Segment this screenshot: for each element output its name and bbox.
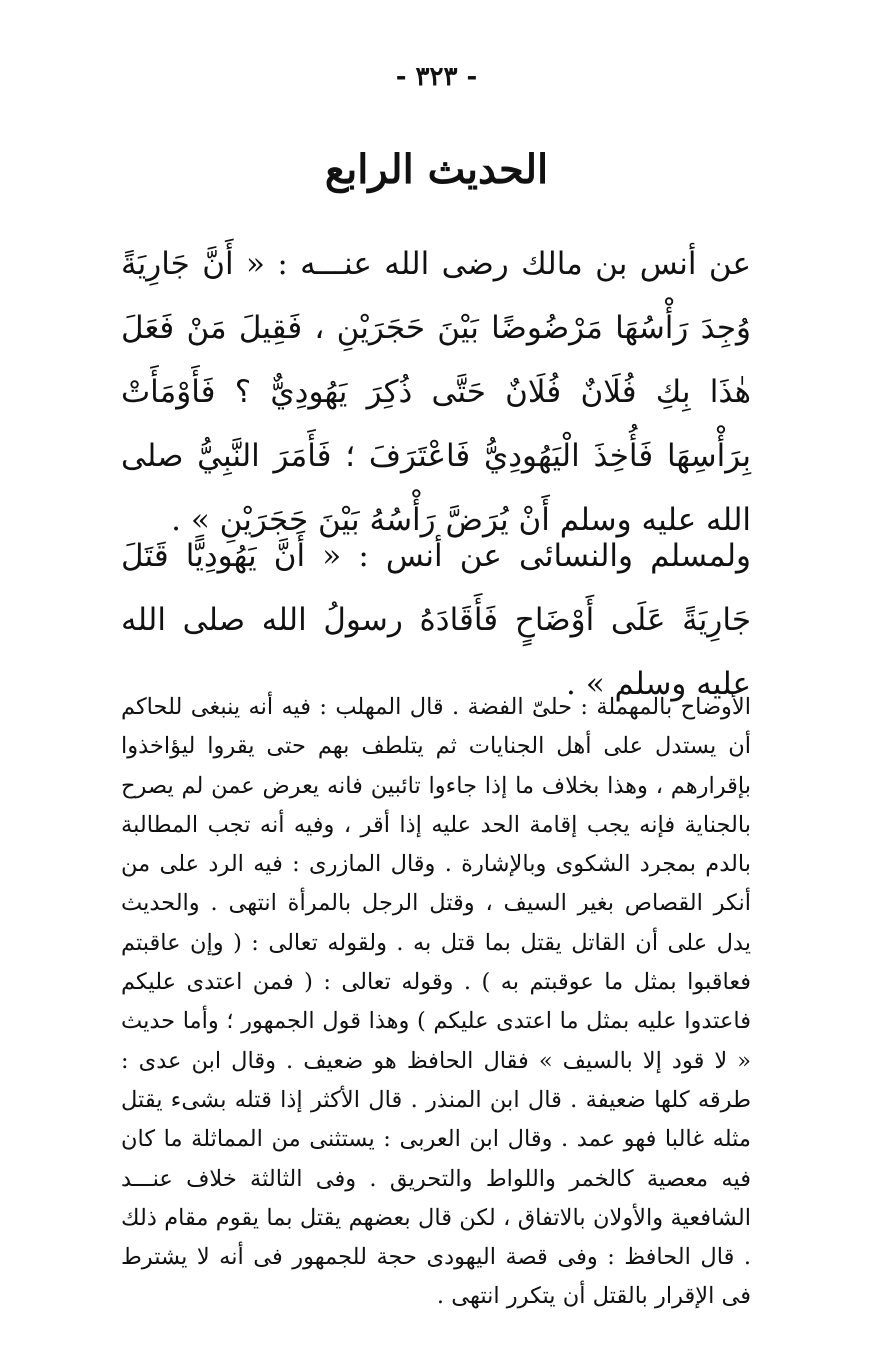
section-title: الحديث الرابع <box>324 146 549 193</box>
hadith-text-muslim: ولمسلم والنسائى عن أنس : « أَنَّ يَهُودِيًّا قَتَلَ جَارِيَةً عَلَى أَوْضَاحٍ فَأَقَادَهُ رسولُ الله صلى الله عليه وسلم » . <box>121 538 751 702</box>
page-number: - ٣٢٣ - <box>395 62 478 92</box>
commentary-paragraph: الأوضاح بالمهملة : حلىّ الفضة . قال المهلب : فيه أنه ينبغى للحاكم أن يستدل على أهل الجنايات ثم يتلطف بهم حتى يقروا ليؤاخذوا بإقرارهم ، وهذا بخلاف ما إذا جاءوا تائبين فانه يعرض عمن لم يصرح بالجناية فإنه يجب إقامة الحد عليه إذا أقر ، وفيه أنه تجب المطالبة بالدم بمجرد الشكوى وبالإشارة . وقال المازرى : فيه الرد على من أنكر القصاص بغير السيف ، وقتل الرجل بالمرأة انتهى . والحديث يدل على أن القاتل يقتل بما قتل به . ولقوله تعالى : ( وإن عاقبتم فعاقبوا بمثل ما عوقبتم به ) . وقوله تعالى : ( فمن اعتدى عليكم فاعتدوا عليه بمثل ما اعتدى عليكم ) وهذا قول الجمهور ؛ وأما حديث « لا قود إلا بالسيف » فقال الحافظ هو ضعيف . وقال ابن عدى : طرقه كلها ضعيفة . قال ابن المنذر . قال الأكثر إذا قتله بشىء يقتل مثله غالبا فهو عمد . وقال ابن العربى : يستثنى من المماثلة ما كان فيه معصية كالخمر واللواط والتحريق . وفى الثالثة خلاف عنـــد الشافعية والأولان بالاتفاق ، لكن قال بعضهم يقتل بما يقوم مقام ذلك . قال الحافظ : وفى قصة اليهودى حجة للجمهور فى أنه لا يشترط فى الإقرار بالقتل أن يتكرر انتهى . <box>121 694 751 1310</box>
hadith-text-main: عن أنس بن مالك رضى الله عنـــه : « أَنَّ جَارِيَةً وُجِدَ رَأْسُهَا مَرْضُوضًا بَيْنَ حَجَرَيْنِ ، فَقِيلَ مَنْ فَعَلَ هٰذَا بِكِ فُلَانٌ فُلَانٌ حَتَّى ذُكِرَ يَهُودِيٌّ ؟ فَأَوْمَأَتْ بِرَأْسِهَا فَأُخِذَ الْيَهُودِيُّ فَاعْتَرَفَ ؛ فَأَمَرَ النَّبِيُّ صلى الله عليه وسلم أَنْ يُرَضَّ رَأْسُهُ بَيْنَ حَجَرَيْنِ » . <box>121 246 751 538</box>
